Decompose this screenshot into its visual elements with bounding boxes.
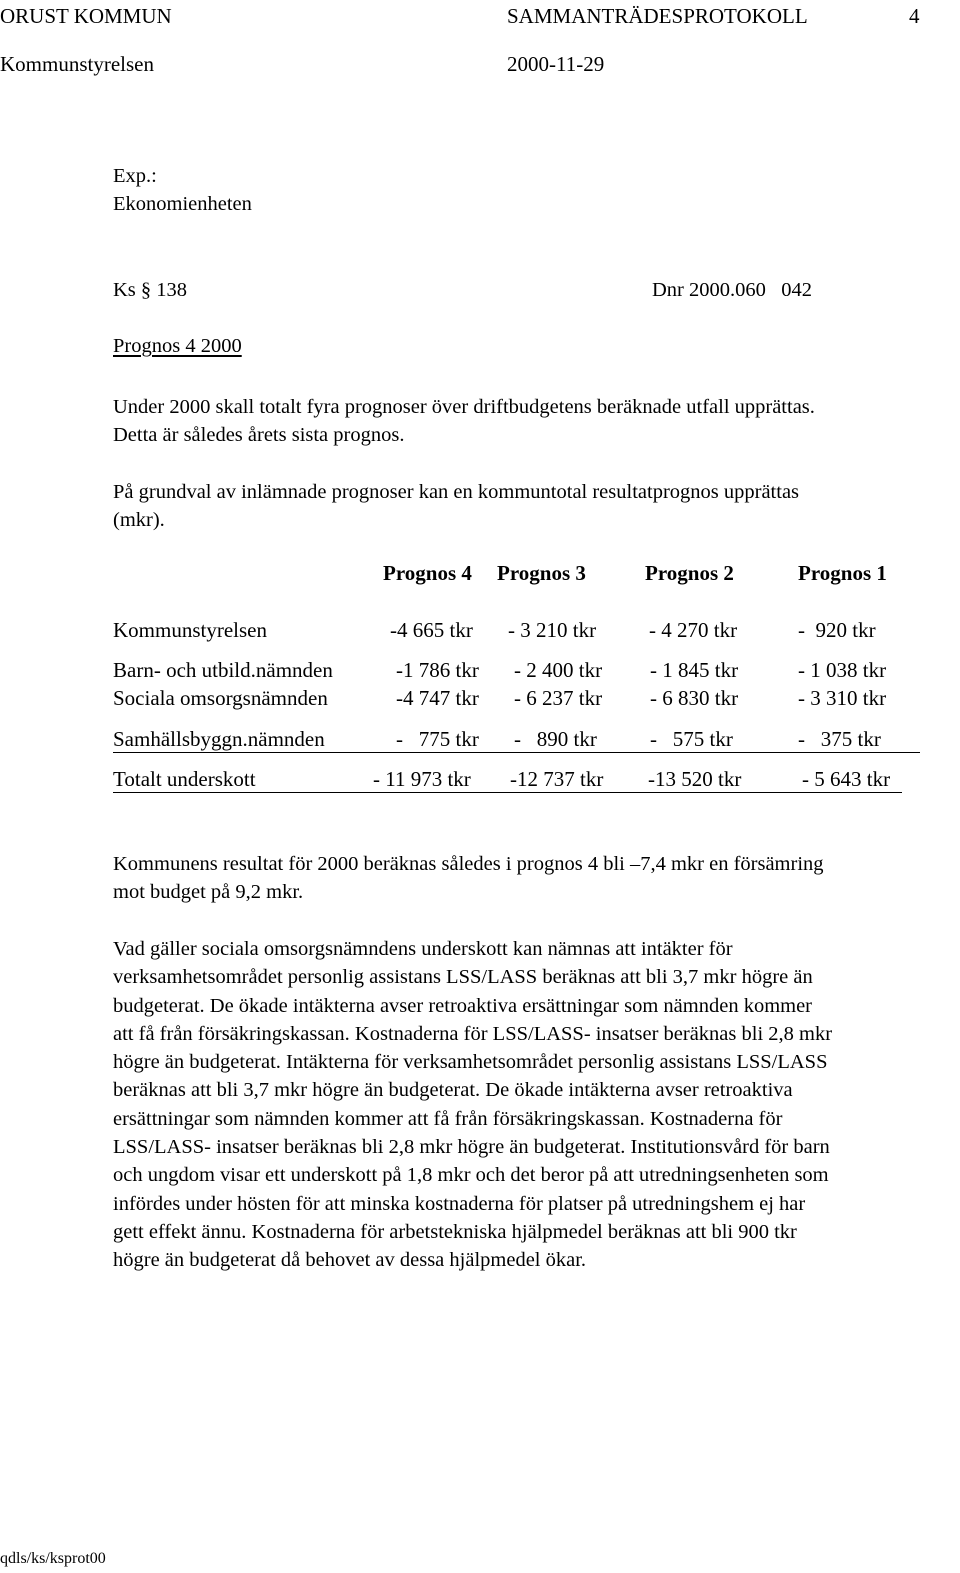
header-doc-type: SAMMANTRÄDESPROTOKOLL [507,4,808,28]
table-header-prognos-1: Prognos 1 [798,561,887,585]
table-cell: - 3 210 tkr [508,618,597,642]
table-cell: -1 786 tkr [396,658,479,682]
social-line: gett effekt ännu. Kostnaderna för arbetstekniska hjälpmedel beräknas att bli 900 tkr [113,1220,797,1243]
social-line: LSS/LASS- insatser beräknas bli 2,8 mkr högre än budgeterat. Institutionsvård för barn [113,1136,830,1159]
social-line: budgeterat. De ökade intäkterna avser retroaktiva ersättningar som nämnden kommer [113,994,813,1017]
table-cell: - 890 tkr [514,727,597,751]
table-cell: - 920 tkr [798,618,876,642]
table-total-cell: -13 520 tkr [648,767,742,791]
table-total-cell: -12 737 tkr [510,767,604,791]
social-line: och ungdom visar ett underskott på 1,8 mkr och det beror på att utredningsenheten som [113,1164,829,1187]
table-cell: - 1 845 tkr [650,658,739,682]
table-row-label: Samhällsbyggn.nämnden [113,727,325,751]
table-total-cell: - 5 643 tkr [802,767,891,791]
social-line: högre än budgeterat då behovet av dessa hjälpmedel ökar. [113,1249,587,1272]
case-paragraph: Ks § 138 [113,279,188,301]
header-page-number: 4 [909,4,920,28]
social-line: att få från försäkringskassan. Kostnaderna för LSS/LASS- insatser beräknas bli 2,8 mkr [113,1022,833,1045]
social-line: högre än budgeterat. Intäkterna för verksamhetsområdet personlig assistans LSS/LASS [113,1051,828,1074]
table-cell: - 775 tkr [396,727,479,751]
case-title: Prognos 4 2000 [113,335,242,357]
header-date: 2000-11-29 [507,52,605,76]
table-total-cell: - 11 973 tkr [373,767,471,791]
table-row-label: Barn- och utbild.nämnden [113,658,333,682]
basis-line: På grundval av inlämnade prognoser kan en kommuntotal resultatprognos upprättas [113,481,800,503]
table-cell: - 375 tkr [798,727,881,751]
table-row-label: Kommunstyrelsen [113,618,267,642]
table-header-prognos-3: Prognos 3 [497,561,586,585]
total-underline [113,792,902,793]
social-line: infördes under hösten för att minska kostnaderna för platser på utredningshem ej har [113,1192,806,1215]
expedition-recipient: Ekonomienheten [113,193,252,215]
case-dnr: Dnr 2000.060 042 [652,279,813,301]
social-paragraph [113,935,958,1275]
table-cell: - 4 270 tkr [649,618,738,642]
social-line: beräknas att bli 3,7 mkr högre än budgeterat. De ökade intäkterna avser retroaktiva [113,1079,793,1102]
table-row-label: Sociala omsorgsnämnden [113,686,328,710]
table-total-label: Totalt underskott [113,767,256,791]
table-cell: - 6 237 tkr [514,686,603,710]
result-line: Kommunens resultat för 2000 beräknas således i prognos 4 bli –7,4 mkr en försämring [113,853,824,875]
intro-line: Under 2000 skall totalt fyra prognoser över driftbudgetens beräknade utfall upprättas. [113,396,815,418]
table-header-prognos-4: Prognos 4 [383,561,472,585]
table-cell: -4 665 tkr [390,618,473,642]
social-line: verksamhetsområdet personlig assistans LSS/LASS beräknas att bli 3,7 mkr högre än [113,966,813,989]
header-org: ORUST KOMMUN [0,4,172,28]
footer-path: qdls/ks/ksprot00 [0,1550,106,1567]
expedition-label: Exp.: [113,165,157,187]
social-line: ersättningar som nämnden kommer att få från försäkringskassan. Kostnaderna för [113,1107,783,1130]
intro-line: Detta är således årets sista prognos. [113,424,405,447]
social-line: Vad gäller sociala omsorgsnämndens underskott kan nämnas att intäkter för [113,938,733,960]
table-cell: - 3 310 tkr [798,686,887,710]
table-cell: - 2 400 tkr [514,658,603,682]
basis-line: (mkr). [113,509,165,532]
result-paragraph [113,850,958,907]
basis-paragraph [113,478,958,535]
result-line: mot budget på 9,2 mkr. [113,881,304,904]
intro-real [113,393,958,450]
table-cell: - 1 038 tkr [798,658,887,682]
header-body: Kommunstyrelsen [0,52,154,76]
table-cell: -4 747 tkr [396,686,479,710]
table-cell: - 6 830 tkr [650,686,739,710]
table-header-prognos-2: Prognos 2 [645,561,734,585]
row-underline [113,752,920,753]
table-cell: - 575 tkr [650,727,733,751]
